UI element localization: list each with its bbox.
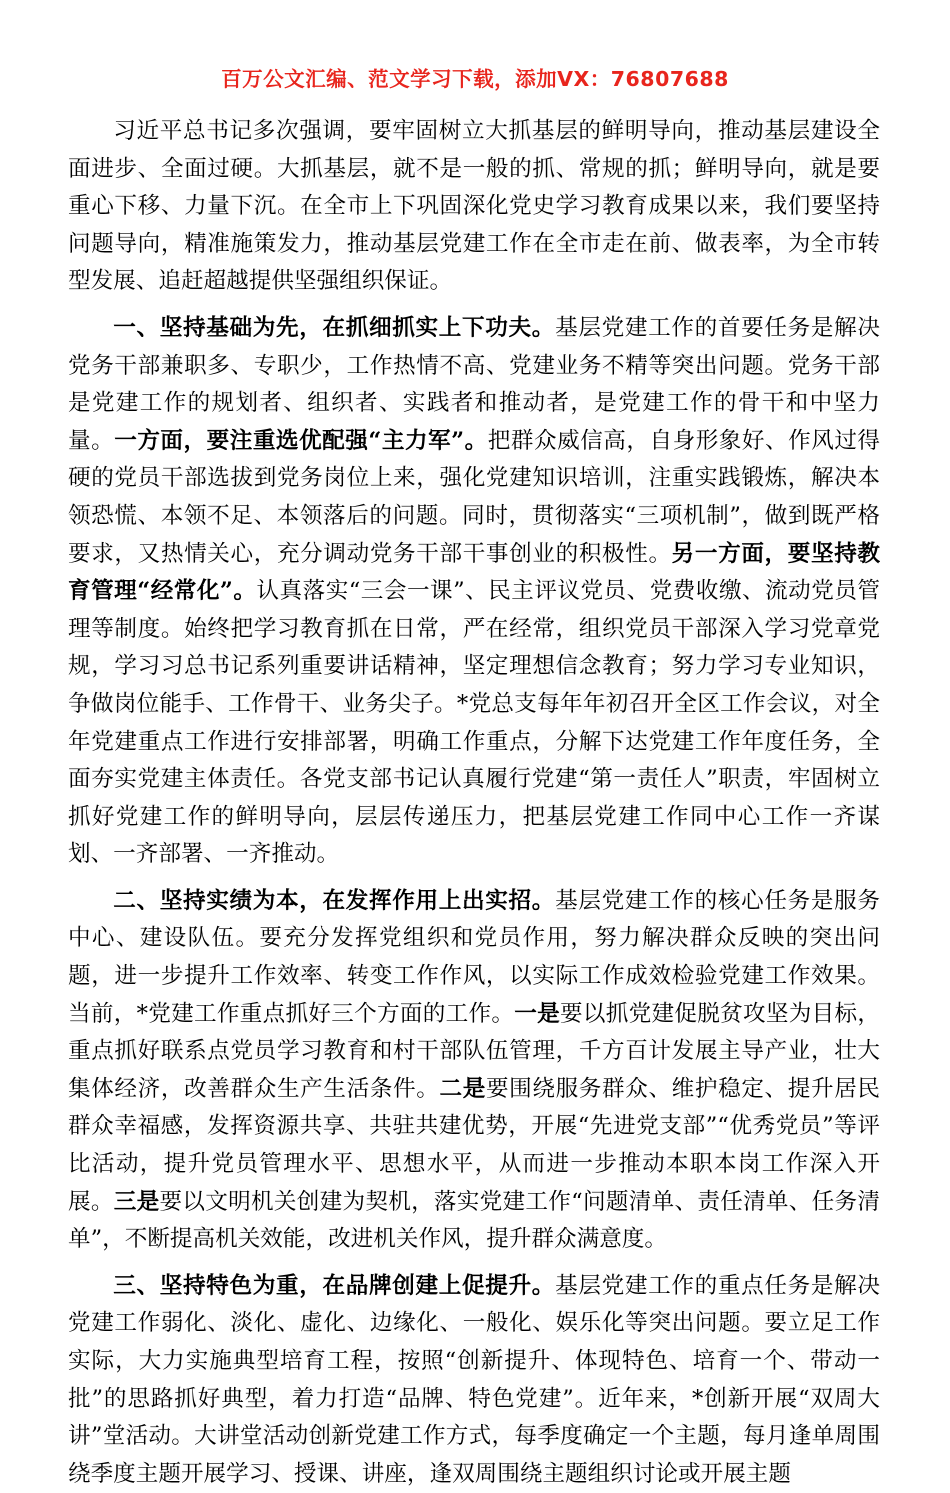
- emphasis-run: 三、坚持特色为重，在品牌创建上促提升。: [113, 1272, 556, 1299]
- text-run: 要围绕服务群众、维护稳定、提升居民群众幸福感，发挥资源共享、共驻共建优势，开展“先进党支部”“优秀党员”等评比活动，提升党员管理水平、思想水平，从而进一步推动本职本岗工作深入开展。: [68, 1075, 881, 1215]
- text-run: 把群众威信高，自身形象好、作风过得硬的党员干部选拔到党务岗位上来，强化党建知识培训，注重实践锻炼，解决本领恐慌、本领不足、本领落后的问题。同时，贯彻落实“三项机制”，做到既严格要求，又热情关心，充分调动党务干部干事创业的积极性。: [68, 427, 881, 567]
- emphasis-run: 一方面，要注重选优配强“主力军”。: [114, 427, 488, 454]
- emphasis-run: 另一方面，要坚持教育管理“经常化”。: [68, 540, 881, 605]
- paragraph-intro: [68, 113, 880, 301]
- emphasis-run: 一、坚持基础为先，在抓细抓实上下功夫。: [113, 314, 556, 341]
- text-run: 要以抓党建促脱贫攻坚为目标，重点抓好联系点党员学习教育和村干部队伍管理，千方百计发展主导产业，壮大集体经济，改善群众生产生活条件。: [68, 1000, 881, 1102]
- emphasis-run: 一是: [514, 1000, 561, 1027]
- text-run: 基层党建工作的核心任务是服务中心、建设队伍。要充分发挥党组织和党员作用，努力解决群众反映的突出问题，进一步提升工作效率、转变工作作风，以实际工作成效检验党建工作效果。当前，*党建工作重点抓好三个方面的工作。: [68, 887, 881, 1027]
- text-run: 认真落实“三会一课”、民主评议党员、党费收缴、流动党员管理等制度。始终把学习教育抓在日常，严在经常，组织党员干部深入学习党章党规，学习习总书记系列重要讲话精神，坚定理想信念教育；努力学习专业知识，争做岗位能手、工作骨干、业务尖子。*党总支每年年初召开全区工作会议，对全年党建重点工作进行安排部署，明确工作重点，分解下达党建工作年度任务，全面夯实党建主体责任。各党支部书记认真履行党建“第一责任人”职责，牢固树立抓好党建工作的鲜明导向，层层传递压力，把基层党建工作同中心工作一齐谋划、一齐部署、一齐推动。: [68, 578, 880, 868]
- text-run: 基层党建工作的首要任务是解决党务干部兼职多、专职少，工作热情不高、党建业务不精等突出问题。党务干部是党建工作的规划者、组织者、实践者和推动者，是党建工作的骨干和中坚力量。: [68, 314, 881, 454]
- document-body: [68, 113, 880, 1493]
- text-run: 基层党建工作的重点任务是解决党建工作弱化、淡化、虚化、边缘化、一般化、娱乐化等突出问题。要立足工作实际，大力实施典型培育工程，按照“创新提升、体现特色、培育一个、带动一批”的思路抓好典型，着力打造“品牌、特色党建”。近年来，*创新开展“双周大讲”堂活动。大讲堂活动创新党建工作方式，每季度确定一个主题，每月逢单周围绕季度主题开展学习、授课、讲座，逢双周围绕主题组织讨论或开展主题: [68, 1272, 881, 1487]
- paragraph-section-two: [68, 883, 880, 1259]
- paragraph-section-one: [68, 310, 880, 874]
- text-run: 习近平总书记多次强调，要牢固树立大抓基层的鲜明导向，推动基层建设全面进步、全面过硬。大抓基层，就不是一般的抓、常规的抓；鲜明导向，就是要重心下移、力量下沉。在全市上下巩固深化党史学习教育成果以来，我们要坚持问题导向，精准施策发力，推动基层党建工作在全市走在前、做表率，为全市转型发展、追赶超越提供坚强组织保证。: [68, 118, 880, 295]
- emphasis-run: 二是: [439, 1075, 486, 1102]
- paragraph-section-three: [68, 1268, 880, 1493]
- promo-banner: 百万公文汇编、范文学习下载，添加VX：76807688: [221, 67, 729, 91]
- emphasis-run: 二、坚持实绩为本，在发挥作用上出实招。: [113, 887, 556, 914]
- text-run: 要以文明机关创建为契机，落实党建工作“问题清单、责任清单、任务清单”，不断提高机关效能，改进机关作风，提升群众满意度。: [68, 1188, 881, 1253]
- emphasis-run: 三是: [113, 1188, 160, 1215]
